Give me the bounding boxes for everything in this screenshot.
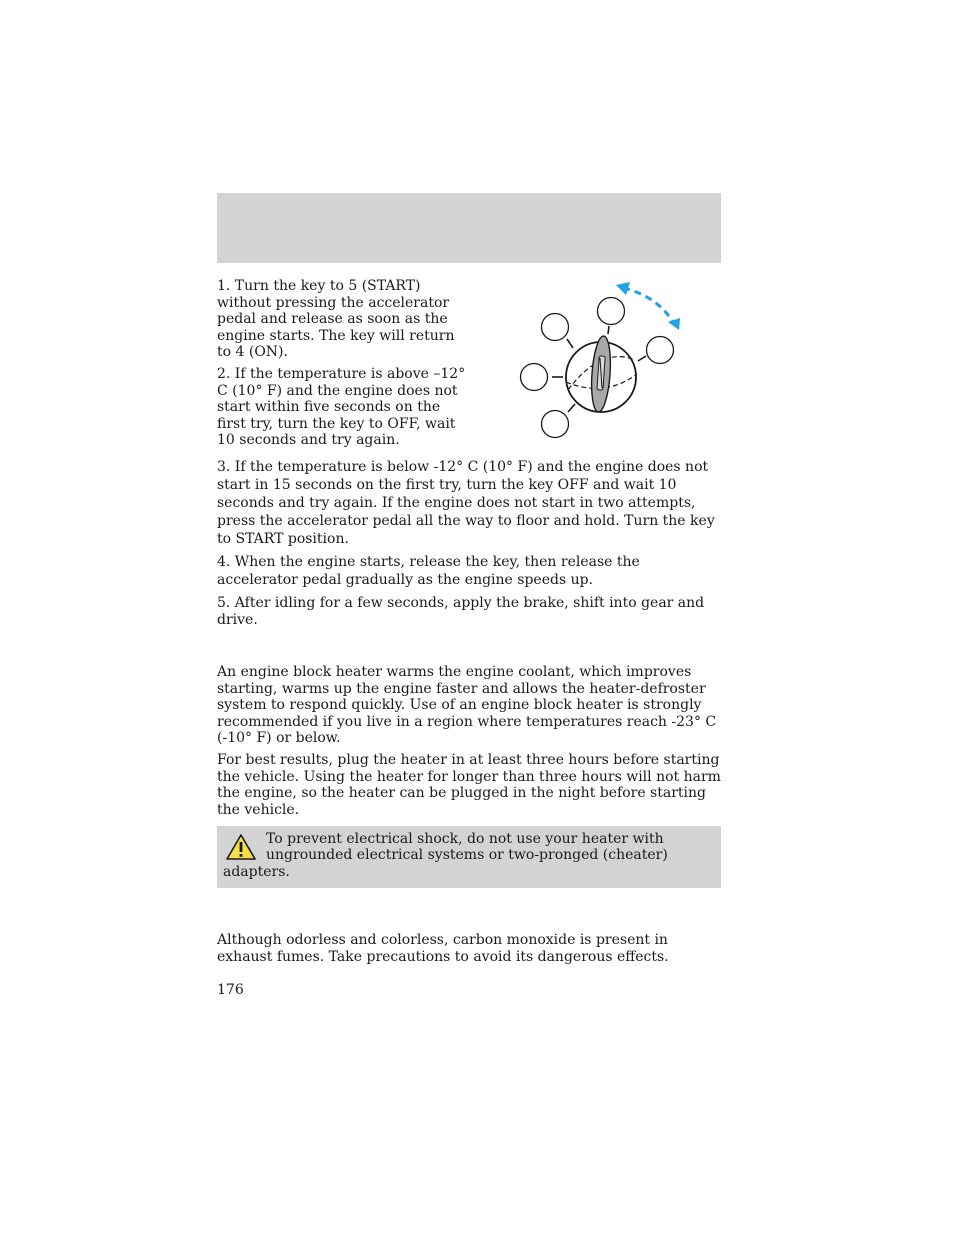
block-heater-paragraph-2: For best results, plug the heater in at least three hours before starting the vehicle. Using the heater for longer than three hours will not harm the engine, so the heater can be plugged in the night before starting the vehicle. (217, 752, 721, 818)
ignition-switch-diagram (505, 278, 705, 448)
ignition-switch-icon (521, 282, 681, 438)
step-1: 1. Turn the key to 5 (START) without pressing the accelerator pedal and release as soon as the engine starts. The key will return to 4 (ON). (217, 278, 455, 360)
section-header-bar (217, 193, 721, 263)
step-5: 5. After idling for a few seconds, apply the brake, shift into gear and drive. (217, 595, 705, 628)
warning-text-line-2: ungrounded electrical systems or two-pronged (cheater) (266, 847, 668, 863)
step-3: 3. If the temperature is below -12° C (10° F) and the engine does not start in 15 seconds on the first try, turn the key OFF and wait 10 seconds and try again. If the engine does not start in two attempts, press the accelerator pedal all the way to floor and hold. Turn the key to START position. (217, 459, 715, 547)
block-heater-paragraph-1: An engine block heater warms the engine coolant, which improves starting, warms up the engine faster and allows the heater-defroster system to respond quickly. Use of an engine block heater is strongly recommended if you live in a region where temperatures reach -23° C (-10° F) or below. (217, 664, 717, 746)
carbon-monoxide-paragraph: Although odorless and colorless, carbon monoxide is present in exhaust fumes. Take precautions to avoid its dangerous effects. (217, 932, 669, 965)
step-2: 2. If the temperature is above –12° C (10° F) and the engine does not start within five seconds on the first try, turn the key to OFF, wait 10 seconds and try again. (217, 366, 466, 448)
step-4: 4. When the engine starts, release the key, then release the accelerator pedal gradually as the engine speeds up. (217, 554, 640, 588)
warning-triangle-icon (225, 833, 257, 861)
warning-text-line-3: adapters. (223, 864, 290, 880)
page-number: 176 (217, 982, 244, 998)
warning-text-line-1: To prevent electrical shock, do not use your heater with (266, 831, 664, 847)
warning-box (217, 826, 721, 888)
